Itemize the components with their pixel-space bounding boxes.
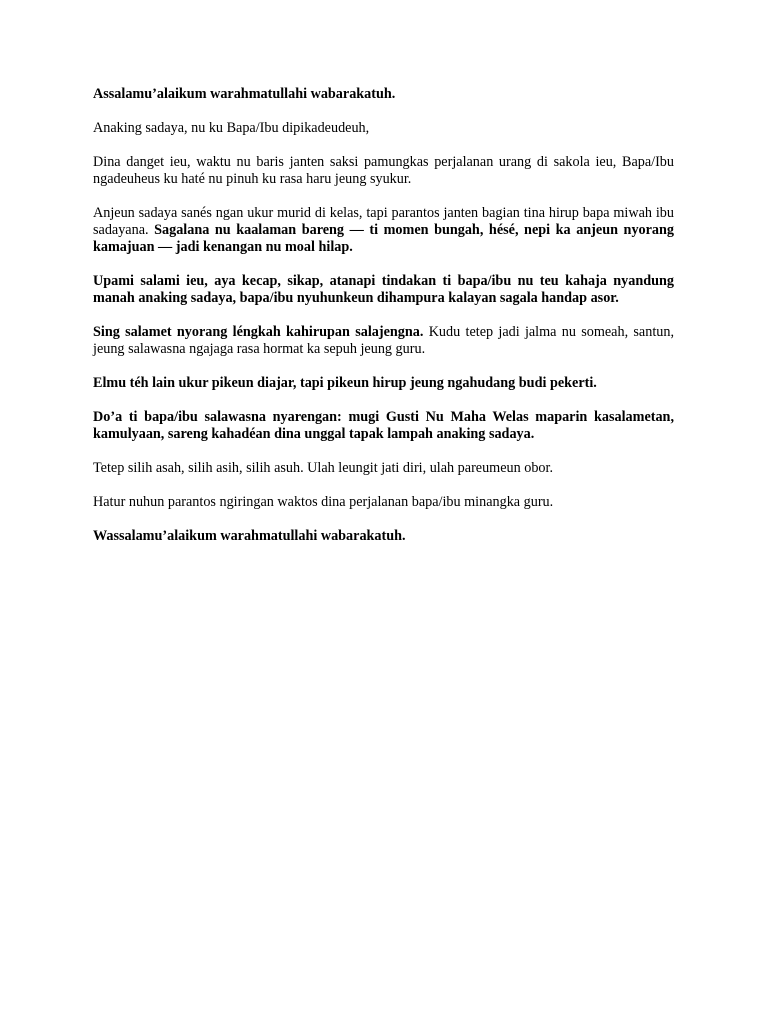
knowledge-paragraph: Elmu téh lain ukur pikeun diajar, tapi pikeun hirup jeung ngahudang budi pekerti. — [93, 375, 597, 391]
document-page — [93, 86, 674, 562]
salutation-paragraph: Anaking sadaya, nu ku Bapa/Ibu dipikadeudeuh, — [93, 120, 370, 136]
advice-paragraph: Tetep silih asah, silih asih, silih asuh. Ulah leungit jati diri, ulah pareumeun obor. — [93, 460, 554, 476]
apology-paragraph: Upami salami ieu, aya kecap, sikap, atanapi tindakan ti bapa/ibu nu teu kahaja nyandung manah anaking sadaya, bapa/ibu nyuhunkeun dihampura kalayan sagala handap asor. — [93, 273, 674, 306]
memories-paragraph — [93, 205, 674, 256]
memories-text: Anjeun sadaya sanés ngan ukur murid di kelas, tapi parantos janten bagian tina hirup bapa miwah ibu sadayana. — [93, 205, 674, 238]
thanks-paragraph: Hatur nuhun parantos ngiringan waktos dina perjalanan bapa/ibu minangka guru. — [93, 494, 554, 510]
memories-bold-text: Sagalana nu kaalaman bareng — ti momen bungah, hésé, nepi ka anjeun nyorang kamajuan — jadi kenangan nu moal hilap. — [93, 222, 675, 255]
wishes-text: Kudu tetep jadi jalma nu someah, santun, jeung salawasna ngajaga rasa hormat ka sepuh jeung guru. — [93, 324, 674, 357]
greeting-paragraph: Assalamu’alaikum warahmatullahi wabarakatuh. — [93, 86, 396, 102]
opening-paragraph: Dina danget ieu, waktu nu baris janten saksi pamungkas perjalanan urang di sakola ieu, Bapa/Ibu ngadeuheus ku haté nu pinuh ku rasa haru jeung syukur. — [93, 154, 674, 187]
wishes-paragraph — [93, 324, 674, 358]
closing-paragraph: Wassalamu’alaikum warahmatullahi wabarakatuh. — [93, 528, 406, 544]
wishes-bold-text: Sing salamet nyorang léngkah kahirupan salajengna. — [93, 324, 424, 340]
prayer-paragraph: Do’a ti bapa/ibu salawasna nyarengan: mugi Gusti Nu Maha Welas maparin kasalametan, kamulyaan, sareng kahadéan dina unggal tapak lampah anaking sadaya. — [93, 409, 674, 442]
